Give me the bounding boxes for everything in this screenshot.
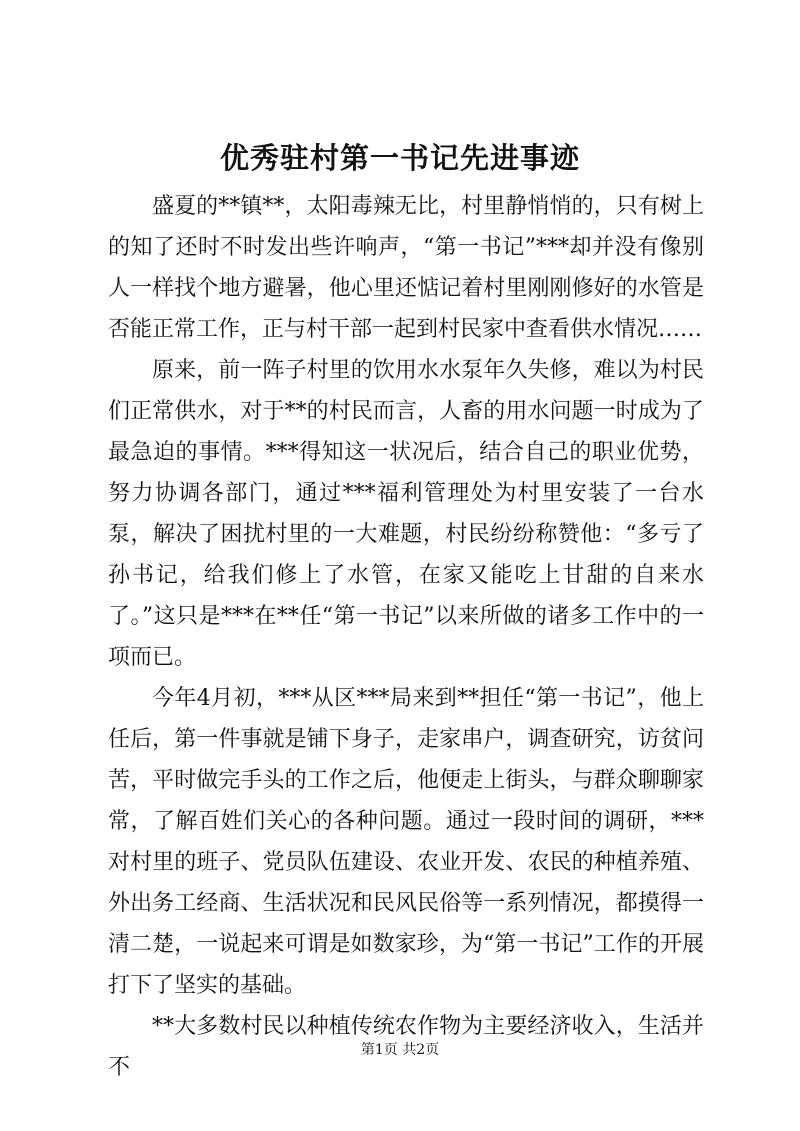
paragraph-4: **大多数村民以种植传统农作物为主要经济收入，生活并不 bbox=[108, 1014, 704, 1080]
document-title: 优秀驻村第一书记先进事迹 bbox=[219, 141, 580, 175]
paragraph-3: 今年4月初，***从区***局来到**担任“第一书记”，他上任后，第一件事就是铺下身子，走家串户，调查研究，访贫问苦，平时做完手头的工作之后，他便走上街头，与群众聊聊家常，了解百姓们关心的各种问题。通过一段时间的调研，***对村里的班子、党员队伍建设、农业开发、农民的种植养殖、外出务工经商、生活状况和民风民俗等一系列情况，都摸得一清二楚，一说起来可谓是如数家珍，为“第一书记”工作的开展打下了坚实的基础。 bbox=[108, 686, 704, 998]
paragraph-2: 原来，前一阵子村里的饮用水水泵年久失修，难以为村民们正常供水，对于**的村民而言，人畜的用水问题一时成为了最急迫的事情。***得知这一状况后，结合自己的职业优势，努力协调各部门，通过***福利管理处为村里安装了一台水泵，解决了困扰村里的一大难题，村民纷纷称赞他：“多亏了孙书记，给我们修上了水管，在家又能吃上甘甜的自来水了。”这只是***在**任“第一书记”以来所做的诸多工作中的一项而已。 bbox=[108, 358, 704, 670]
paragraph-1: 盛夏的**镇**，太阳毒辣无比，村里静悄悄的，只有树上的知了还时不时发出些许响声，“第一书记”***却并没有像别人一样找个地方避暑，他心里还惦记着村里刚刚修好的水管是否能正常工作，正与村干部一起到村民家中查看供水情况…… bbox=[108, 194, 704, 342]
document-body bbox=[108, 186, 704, 1088]
page-footer: 第1页 共2页 bbox=[360, 1042, 440, 1058]
